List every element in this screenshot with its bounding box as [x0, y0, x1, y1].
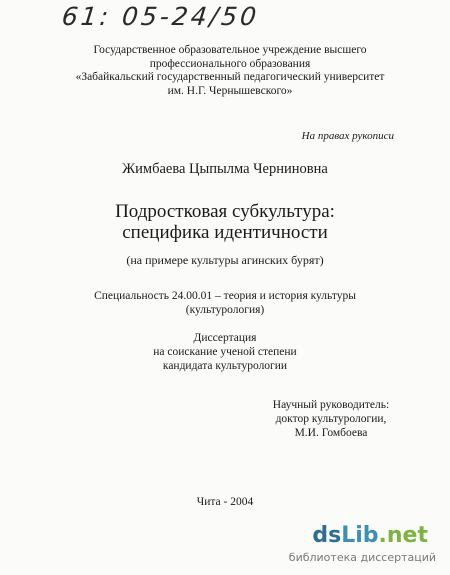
title-line: Подростковая субкультура: [115, 201, 335, 222]
degree-line: на соискание ученой степени [153, 346, 297, 358]
watermark[interactable] [234, 523, 440, 569]
dissertation-subtitle: (на примере культуры агинских бурят) [126, 253, 324, 267]
logo-net: .net [378, 523, 428, 548]
institution-block [60, 44, 400, 98]
handwritten-code: 61: 05-24/50 [60, 2, 261, 31]
advisor-line: доктор культурологии, [275, 413, 387, 425]
specialty-line: Специальность 24.00.01 – теория и история культуры [94, 290, 356, 302]
title-line: специфика идентичности [122, 222, 328, 243]
watermark-logo[interactable] [312, 523, 428, 548]
logo-ds: ds [312, 523, 342, 548]
logo-lib: Lib [341, 523, 379, 548]
advisor-line: М.И. Гомбоева [294, 427, 368, 439]
specialty-line: (культурология) [185, 304, 265, 316]
specialty-block [0, 289, 450, 317]
institution-line: «Забайкальский государственный педагогический университет [75, 71, 385, 83]
dissertation-title [0, 201, 450, 243]
institution-line: Государственное образовательное учреждение высшего [93, 44, 367, 56]
city-year: Чита - 2004 [196, 496, 254, 508]
advisor-line: Научный руководитель: [272, 399, 390, 411]
rights-notice: На правах рукописи [301, 130, 394, 142]
institution-line: профессионального образования [149, 57, 311, 70]
advisor-block [256, 398, 406, 440]
institution-line: им. Н.Г. Чернышевского» [167, 84, 293, 97]
degree-line: Диссертация [193, 332, 257, 344]
degree-block [0, 331, 450, 373]
author-name: Жимбаева Цыпылма Черниновна [122, 161, 328, 177]
watermark-tagline: библиотека диссертаций [288, 551, 436, 564]
degree-line: кандидата культурологии [162, 360, 288, 372]
